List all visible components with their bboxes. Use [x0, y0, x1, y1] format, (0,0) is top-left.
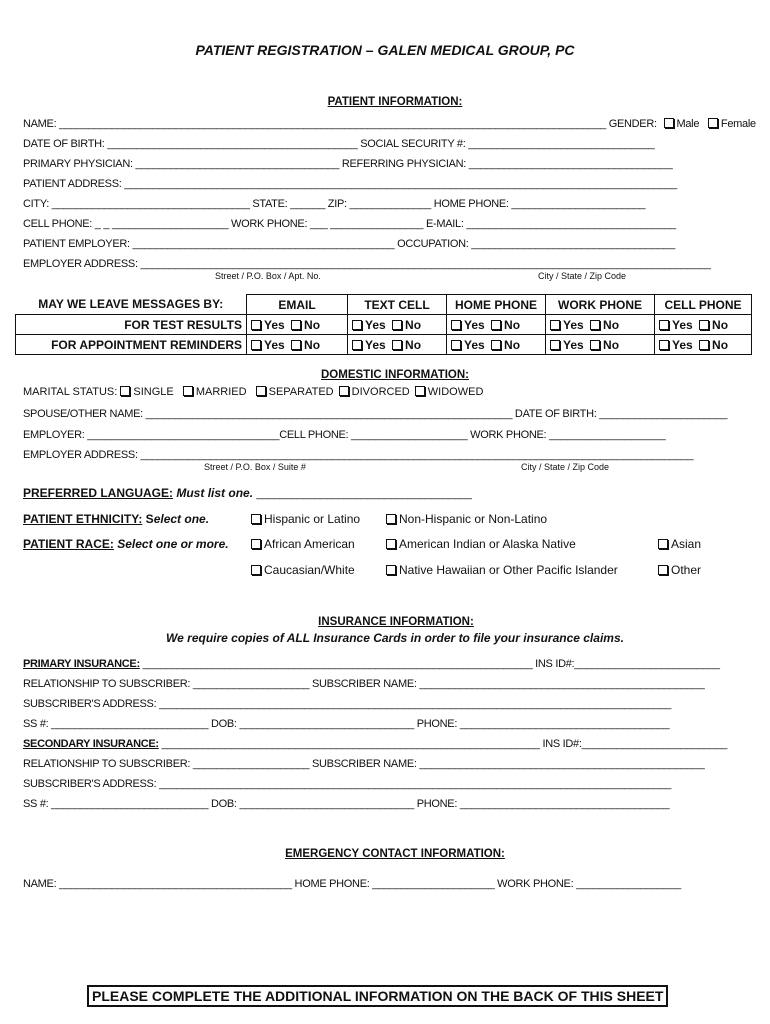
footer-box: [87, 988, 668, 1006]
messages-table: [15, 294, 752, 355]
appt-text-no-checkbox[interactable]: [392, 340, 402, 350]
appt-cellphone-yes-checkbox[interactable]: [659, 340, 669, 350]
test-work-yes-checkbox[interactable]: [550, 320, 560, 330]
language-hint: Must list one.: [176, 486, 254, 500]
single-label: SINGLE: [133, 386, 174, 398]
appt-work-no-checkbox[interactable]: [590, 340, 600, 350]
test-home-no-checkbox[interactable]: [491, 320, 501, 330]
ethnicity-hint-s: S: [145, 512, 154, 526]
relationship-field-1[interactable]: RELATIONSHIP TO SUBSCRIBER: ____________________ SUBSCRIBER NAME: _________________________________________________: [23, 678, 705, 690]
appt-email-yes-checkbox[interactable]: [251, 340, 261, 350]
non-hispanic-label: Non-Hispanic or Non-Latino: [399, 512, 548, 526]
no-label: No: [712, 317, 729, 332]
married-label: MARRIED: [195, 386, 247, 398]
domestic-employer-address-field[interactable]: EMPLOYER ADDRESS: _______________________________________________________________________________________________: [23, 449, 694, 461]
employer-address-field[interactable]: EMPLOYER ADDRESS: __________________________________________________________________________________________________: [23, 258, 711, 270]
language-field[interactable]: _____________________________________: [256, 488, 472, 500]
caucasian-checkbox[interactable]: [251, 565, 261, 575]
african-american-option: [251, 537, 355, 551]
name-row: [23, 118, 756, 130]
appt-home-cell: [447, 335, 546, 355]
non-hispanic-option: [386, 512, 547, 526]
yes-label: Yes: [563, 337, 584, 352]
test-cellphone-yes-checkbox[interactable]: [659, 320, 669, 330]
divorced-checkbox[interactable]: [339, 386, 349, 396]
appt-email-cell: [247, 335, 348, 355]
male-checkbox[interactable]: [664, 118, 674, 128]
subscriber-address-field-1[interactable]: SUBSCRIBER'S ADDRESS: ________________________________________________________________________________________: [23, 698, 672, 710]
yes-label: Yes: [464, 337, 485, 352]
insurance-note: We require copies of ALL Insurance Cards in order to file your insurance claims.: [166, 631, 624, 645]
pacific-islander-label: Native Hawaiian or Other Pacific Islander: [399, 563, 618, 577]
test-work-cell: [546, 315, 655, 335]
female-label: Female: [720, 118, 756, 130]
row-appointment-reminders: FOR APPOINTMENT REMINDERS: [16, 335, 247, 355]
yes-label: Yes: [672, 317, 693, 332]
no-label: No: [304, 337, 321, 352]
asian-checkbox[interactable]: [658, 539, 668, 549]
hispanic-checkbox[interactable]: [251, 514, 261, 524]
ss-field-1[interactable]: SS #: ___________________________ DOB: ______________________________ PHONE: ____________________________________: [23, 718, 670, 730]
divorced-label: DIVORCED: [351, 386, 410, 398]
yes-label: Yes: [365, 337, 386, 352]
secondary-insurance-field[interactable]: _________________________________________________________________ INS ID#:_________________________: [158, 738, 728, 750]
footer-note: PLEASE COMPLETE THE ADDITIONAL INFORMATION ON THE BACK OF THIS SHEET: [87, 985, 668, 1007]
asian-label: Asian: [671, 537, 702, 551]
race-label-group: [23, 537, 229, 551]
marital-row: [23, 386, 483, 398]
appt-work-cell: [546, 335, 655, 355]
yes-label: Yes: [563, 317, 584, 332]
cell-phone-field[interactable]: CELL PHONE: _ _ ____________________ WORK PHONE: ___ ________________ E-MAIL: ____________________________________: [23, 218, 676, 230]
primary-insurance-label: PRIMARY INSURANCE:: [23, 658, 140, 670]
american-indian-option: [386, 537, 576, 551]
appt-text-cell: [348, 335, 447, 355]
married-checkbox[interactable]: [183, 386, 193, 396]
city-field[interactable]: CITY: __________________________________ STATE: ______ ZIP: ______________ HOME PHONE: _______________________: [23, 198, 646, 210]
appt-cellphone-cell: [655, 335, 752, 355]
emergency-contact-field[interactable]: NAME: ________________________________________ HOME PHONE: _____________________ WORK PHONE: __________________: [23, 878, 681, 890]
relationship-field-2[interactable]: RELATIONSHIP TO SUBSCRIBER: ____________________ SUBSCRIBER NAME: _________________________________________________: [23, 758, 705, 770]
appt-cellphone-no-checkbox[interactable]: [699, 340, 709, 350]
african-american-checkbox[interactable]: [251, 539, 261, 549]
domestic-employer-field[interactable]: EMPLOYER: _________________________________CELL PHONE: ____________________ WORK PHONE: ____________________: [23, 429, 666, 441]
test-cellphone-no-checkbox[interactable]: [699, 320, 709, 330]
appt-email-no-checkbox[interactable]: [291, 340, 301, 350]
test-email-yes-checkbox[interactable]: [251, 320, 261, 330]
yes-label: Yes: [464, 317, 485, 332]
col-home-phone: HOME PHONE: [447, 295, 546, 315]
no-label: No: [405, 337, 422, 352]
no-label: No: [712, 337, 729, 352]
test-text-cell: [348, 315, 447, 335]
test-text-yes-checkbox[interactable]: [352, 320, 362, 330]
physician-field[interactable]: PRIMARY PHYSICIAN: ___________________________________ REFERRING PHYSICIAN: ___________________________________: [23, 158, 673, 170]
appt-work-yes-checkbox[interactable]: [550, 340, 560, 350]
no-label: No: [504, 337, 521, 352]
emergency-contact-heading: EMERGENCY CONTACT INFORMATION:: [285, 848, 505, 860]
no-label: No: [504, 317, 521, 332]
test-work-no-checkbox[interactable]: [590, 320, 600, 330]
primary-insurance-field[interactable]: ___________________________________________________________________ INS ID#:_________________________: [139, 658, 720, 670]
single-checkbox[interactable]: [120, 386, 130, 396]
subscriber-address-field-2[interactable]: SUBSCRIBER'S ADDRESS: ________________________________________________________________________________________: [23, 778, 672, 790]
test-text-no-checkbox[interactable]: [392, 320, 402, 330]
col-email: EMAIL: [247, 295, 348, 315]
appt-home-no-checkbox[interactable]: [491, 340, 501, 350]
asian-option: [658, 537, 701, 551]
hispanic-label: Hispanic or Latino: [264, 512, 361, 526]
female-checkbox[interactable]: [708, 118, 718, 128]
caucasian-label: Caucasian/White: [264, 563, 355, 577]
patient-employer-field[interactable]: PATIENT EMPLOYER: _____________________________________________ OCCUPATION: ___________________________________: [23, 238, 675, 250]
yes-label: Yes: [672, 337, 693, 352]
appt-text-yes-checkbox[interactable]: [352, 340, 362, 350]
language-row: [23, 486, 472, 500]
domestic-street-caption: Street / P.O. Box / Suite #: [204, 462, 306, 472]
caucasian-option: [251, 563, 355, 577]
non-hispanic-checkbox[interactable]: [386, 514, 396, 524]
test-home-yes-checkbox[interactable]: [451, 320, 461, 330]
no-label: No: [603, 337, 620, 352]
ss-field-2[interactable]: SS #: ___________________________ DOB: ______________________________ PHONE: ____________________________________: [23, 798, 670, 810]
ethnicity-label: PATIENT ETHNICITY:: [23, 512, 143, 526]
insurance-info-heading: INSURANCE INFORMATION:: [318, 616, 474, 628]
primary-insurance-row: [23, 658, 720, 670]
yes-label: Yes: [264, 317, 285, 332]
messages-header-label: MAY WE LEAVE MESSAGES BY:: [16, 295, 247, 315]
race-hint: Select one or more.: [117, 537, 229, 551]
race-label: PATIENT RACE:: [23, 537, 114, 551]
pacific-islander-checkbox[interactable]: [386, 565, 396, 575]
yes-label: Yes: [264, 337, 285, 352]
ethnicity-hint: elect one.: [153, 512, 210, 526]
row-test-results: FOR TEST RESULTS: [16, 315, 247, 335]
spouse-field[interactable]: SPOUSE/OTHER NAME: _______________________________________________________________ DATE OF BIRTH: ______________________: [23, 408, 728, 420]
col-work-phone: WORK PHONE: [546, 295, 655, 315]
widowed-label: WIDOWED: [427, 386, 484, 398]
col-cell-phone: CELL PHONE: [655, 295, 752, 315]
domestic-info-heading: DOMESTIC INFORMATION:: [321, 369, 469, 381]
test-email-no-checkbox[interactable]: [291, 320, 301, 330]
test-email-cell: [247, 315, 348, 335]
language-label: PREFERRED LANGUAGE:: [23, 486, 174, 500]
no-label: No: [603, 317, 620, 332]
other-race-option: [658, 563, 701, 577]
marital-label: MARITAL STATUS:: [23, 386, 118, 398]
col-text-cell: TEXT CELL: [348, 295, 447, 315]
city-caption: City / State / Zip Code: [538, 271, 627, 281]
patient-address-field[interactable]: PATIENT ADDRESS: _______________________________________________________________________________________________: [23, 178, 677, 190]
hispanic-option: [251, 512, 360, 526]
secondary-insurance-label: SECONDARY INSURANCE:: [23, 738, 159, 750]
appt-home-yes-checkbox[interactable]: [451, 340, 461, 350]
widowed-checkbox[interactable]: [415, 386, 425, 396]
pacific-islander-option: [386, 563, 618, 577]
ethnicity-label-group: [23, 512, 209, 526]
test-home-cell: [447, 315, 546, 335]
form-title: PATIENT REGISTRATION – GALEN MEDICAL GROUP, PC: [195, 42, 575, 58]
street-caption: Street / P.O. Box / Apt. No.: [215, 271, 321, 281]
no-label: No: [304, 317, 321, 332]
domestic-city-caption: City / State / Zip Code: [521, 462, 610, 472]
male-label: Male: [676, 118, 700, 130]
no-label: No: [405, 317, 422, 332]
other-race-checkbox[interactable]: [658, 565, 668, 575]
name-field[interactable]: NAME: ______________________________________________________________________________________________ GENDER:: [23, 118, 657, 130]
secondary-insurance-row: [23, 738, 727, 750]
dob-field[interactable]: DATE OF BIRTH: ___________________________________________ SOCIAL SECURITY #: ________________________________: [23, 138, 655, 150]
separated-label: SEPARATED: [268, 386, 334, 398]
yes-label: Yes: [365, 317, 386, 332]
american-indian-label: American Indian or Alaska Native: [399, 537, 576, 551]
test-cellphone-cell: [655, 315, 752, 335]
american-indian-checkbox[interactable]: [386, 539, 396, 549]
patient-info-heading: PATIENT INFORMATION:: [327, 96, 463, 108]
african-american-label: African American: [264, 537, 355, 551]
separated-checkbox[interactable]: [256, 386, 266, 396]
other-race-label: Other: [671, 563, 702, 577]
